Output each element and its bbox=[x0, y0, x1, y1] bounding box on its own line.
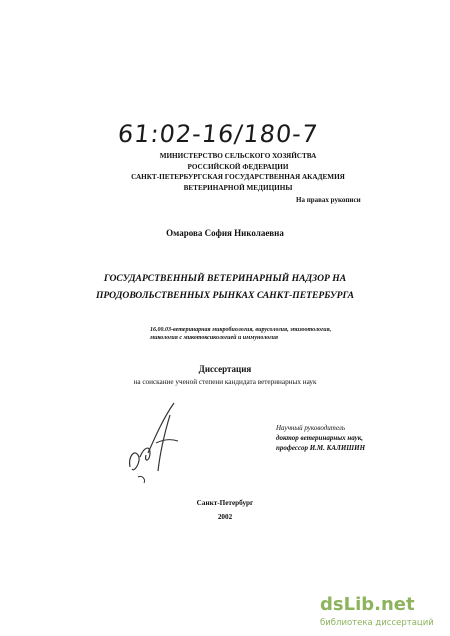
site-watermark bbox=[320, 594, 445, 632]
title-line: ПРОДОВОЛЬСТВЕННЫХ РЫНКАХ САНКТ-ПЕТЕРБУРГА bbox=[95, 290, 355, 301]
title-line: ГОСУДАРСТВЕННЫЙ ВЕТЕРИНАРНЫЙ НАДЗОР НА bbox=[103, 273, 347, 284]
dissertation-title bbox=[0, 270, 450, 304]
institution-header bbox=[0, 151, 450, 193]
specialty-line: микология с микотоксикологией и иммунология bbox=[150, 335, 278, 341]
supervisor-block bbox=[276, 423, 365, 453]
year: 2002 bbox=[217, 513, 233, 521]
ministry-line: МИНИСТЕРСТВО СЕЛЬСКОГО ХОЗЯЙСТВА bbox=[159, 152, 317, 160]
rights-note: На правах рукописи bbox=[296, 196, 361, 204]
supervisor-role: Научный руководитель bbox=[276, 424, 346, 432]
supervisor-degree: доктор ветеринарных наук, bbox=[276, 434, 364, 442]
signature-mark bbox=[120, 395, 200, 490]
city: Санкт-Петербург bbox=[196, 499, 254, 507]
watermark-logo: dsLib.net bbox=[320, 594, 415, 615]
place-and-year bbox=[0, 496, 450, 524]
ministry-line: ВЕТЕРИНАРНОЙ МЕДИЦИНЫ bbox=[183, 183, 293, 192]
specialty-code bbox=[150, 326, 370, 342]
ministry-line: САНКТ-ПЕТЕРБУРГСКАЯ ГОСУДАРСТВЕННАЯ АКАДЕМИЯ bbox=[131, 173, 345, 181]
dissertation-degree: на соискание ученой степени кандидата ветеринарных наук bbox=[133, 378, 317, 386]
supervisor-name: профессор И.М. КАЛИШИН bbox=[276, 444, 366, 452]
watermark-subtitle: библиотека диссертаций bbox=[320, 618, 434, 628]
specialty-line: 16.00.03-ветеринарная микробиология, вирусология, эпизоотология, bbox=[150, 327, 332, 333]
ministry-line: РОССИЙСКОЙ ФЕДЕРАЦИИ bbox=[187, 162, 289, 171]
author-name: Омарова София Николаевна bbox=[166, 228, 284, 238]
dissertation-heading: Диссертация bbox=[198, 364, 252, 374]
handwritten-catalog-code: 61:02-16/180-7 bbox=[116, 120, 320, 148]
